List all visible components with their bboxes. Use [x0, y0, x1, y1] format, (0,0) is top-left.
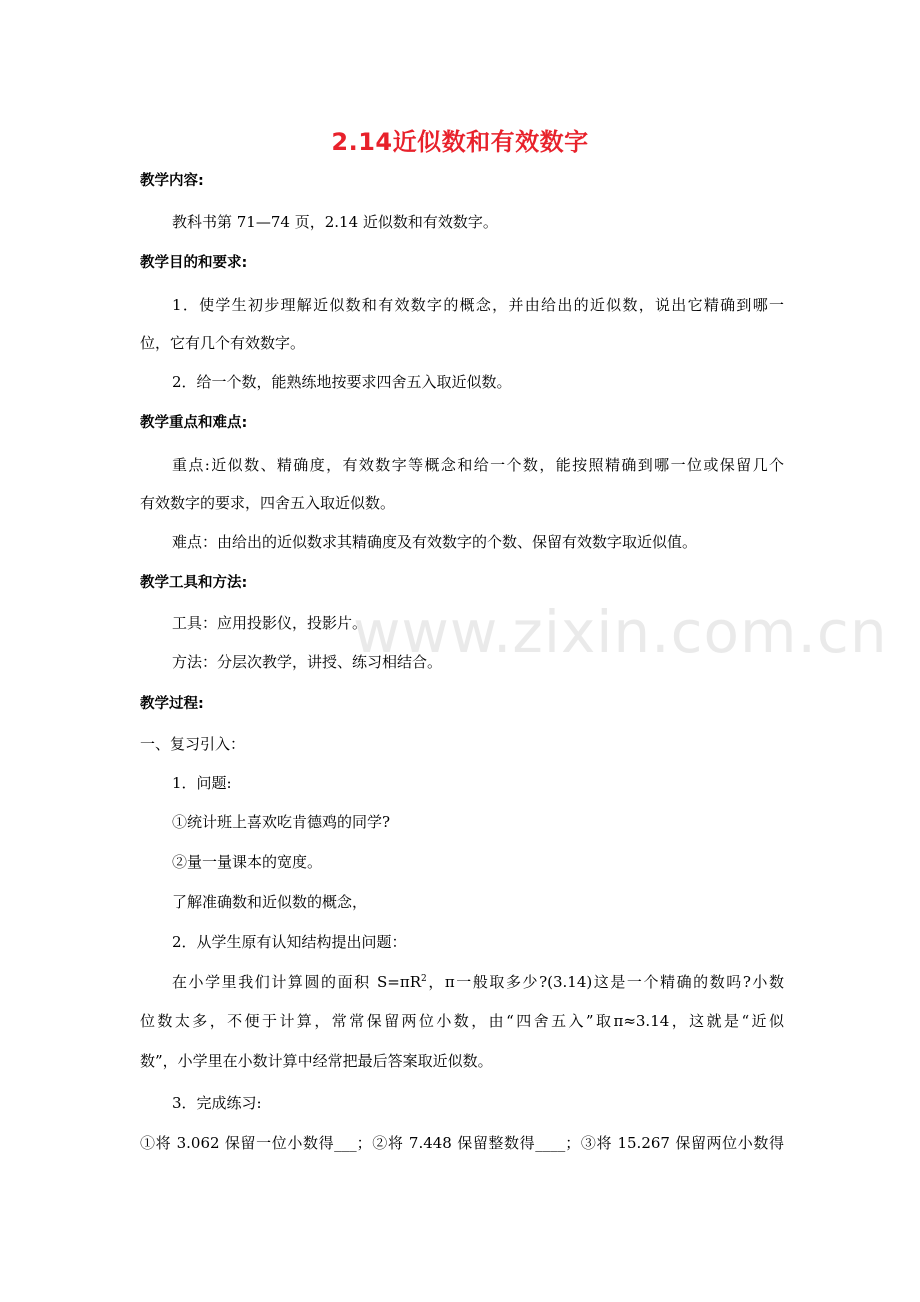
tools-text: 工具：应用投影仪，投影片。 [172, 614, 368, 632]
method-text: 方法：分层次教学，讲授、练习相结合。 [172, 653, 443, 671]
question1-c: 了解准确数和近似数的概念， [172, 893, 368, 911]
question2-line2: 位数太多，不便于计算，常常保留两位小数，由“四舍五入”取π≈3.14，这就是“近似 [140, 1012, 784, 1030]
content-text: 教科书第 71—74 页，2.14 近似数和有效数字。 [172, 213, 498, 231]
tools-heading: 教学工具和方法: [140, 575, 248, 591]
question2-line1 [172, 972, 784, 992]
question1-b: ②量一量课本的宽度。 [172, 853, 323, 871]
question2: 2．从学生原有认知结构提出问题： [172, 933, 407, 951]
q2-pre: 在小学里我们计算圆的面积 S=πR [172, 973, 422, 991]
key2: 难点：由给出的近似数求其精确度及有效数字的个数、保留有效数字取近似值。 [172, 533, 698, 551]
key-heading: 教学重点和难点: [140, 415, 248, 431]
question2-line3: 数”，小学里在小数计算中经常把最后答案取近似数。 [140, 1052, 493, 1070]
goal2: 2．给一个数，能熟练地按要求四舍五入取近似数。 [172, 373, 512, 391]
content-heading: 教学内容: [140, 173, 204, 189]
part1-heading: 一、复习引入： [140, 735, 246, 753]
question3: 3．完成练习: [172, 1094, 262, 1112]
question1-a: ①统计班上喜欢吃肯德鸡的同学? [172, 813, 391, 831]
goal1-line1: 1．使学生初步理解近似数和有效数字的概念，并由给出的近似数，说出它精确到哪一 [172, 296, 784, 314]
q2-post: ，π一般取多少?(3.14)这是一个精确的数吗?小数 [426, 973, 784, 991]
goal1-line2: 位，它有几个有效数字。 [140, 334, 306, 352]
watermark: www.zixin.com.cn [353, 598, 888, 666]
goals-heading: 教学目的和要求: [140, 255, 248, 271]
key1-line2: 有效数字的要求，四舍五入取近似数。 [140, 494, 396, 512]
key1-line1: 重点:近似数、精确度，有效数字等概念和给一个数，能按照精确到哪一位或保留几个 [172, 456, 784, 474]
question3-a: ①将 3.062 保留一位小数得___；②将 7.448 保留整数得____；③将 15.267 保留两位小数得 [140, 1134, 784, 1152]
process-heading: 教学过程: [140, 696, 204, 712]
q2-sup: 2 [421, 974, 427, 984]
page-title: 2.14近似数和有效数字 [331, 128, 589, 156]
question1: 1．问题: [172, 774, 232, 792]
